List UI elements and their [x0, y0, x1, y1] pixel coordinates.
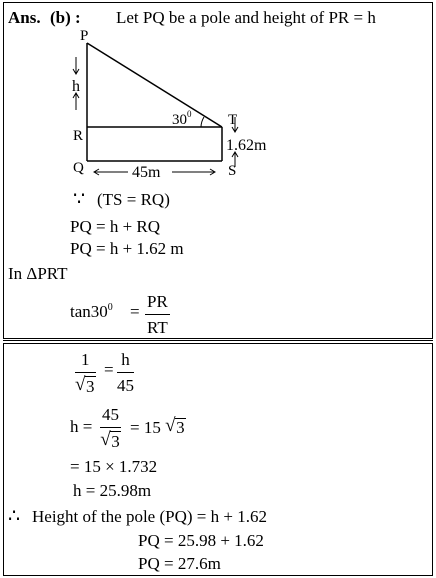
because-symbol: ∵: [73, 189, 86, 210]
fraction-numerator: PR: [145, 292, 170, 315]
angle-arc: [201, 117, 204, 127]
equals-sign: =: [104, 360, 114, 379]
fraction-one-over-root3: [75, 350, 96, 397]
pole-diagram: [0, 20, 436, 220]
h-rhs: = 15 √ 3: [130, 415, 185, 437]
h-lhs: h =: [70, 417, 93, 436]
fraction-h-over-45: [117, 350, 134, 396]
fraction-pr-rt: [145, 292, 170, 338]
fraction-denominator: RT: [147, 318, 168, 337]
label-r: R: [73, 128, 84, 144]
fraction-numerator: h: [117, 350, 134, 373]
ts-length-label: 1.62m: [226, 137, 267, 154]
fraction-numerator: 1: [75, 350, 96, 373]
pq-equation-2: PQ = h + 1.62 m: [70, 239, 184, 258]
angle-label: $30^0$: [172, 109, 192, 128]
in-triangle-prt: In ΔPRT: [8, 264, 68, 283]
label-p: P: [80, 28, 89, 44]
height-of-pole-line: Height of the pole (PQ) = h + 1.62: [32, 507, 267, 526]
therefore-symbol: ∴: [8, 506, 21, 527]
pq-final-answer: PQ = 27.6m: [138, 554, 221, 573]
problem-statement: Let PQ be a pole and height of PR = h: [116, 8, 376, 27]
fraction-numerator: 45: [100, 405, 121, 428]
sqrt-3: √ 3: [165, 415, 185, 437]
sqrt-3: √ 3: [100, 429, 120, 451]
label-h: h: [72, 78, 80, 95]
line-pt: [87, 43, 222, 127]
ans-label: Ans.: [8, 8, 41, 27]
fraction-45-over-root3: [100, 405, 121, 452]
label-q: Q: [73, 160, 84, 176]
h-result: h = 25.98m: [73, 481, 152, 500]
pq-equation-1: PQ = h + RQ: [70, 217, 161, 236]
option-label: (b) :: [50, 8, 81, 27]
sqrt-3: √ 3: [75, 374, 95, 396]
label-s: S: [228, 163, 237, 179]
label-t: T: [228, 112, 238, 128]
pq-sum-line: PQ = 25.98 + 1.62: [138, 531, 264, 550]
qs-length-label: 45m: [132, 164, 161, 181]
ts-equals-rq: (TS = RQ): [97, 190, 170, 209]
multiplication-step: = 15 × 1.732: [70, 457, 158, 476]
tan-equals: =: [130, 302, 140, 321]
fraction-denominator: 45: [117, 376, 134, 395]
tan-lhs: $\tan 30^0$: [70, 302, 113, 321]
divider-line: [3, 340, 433, 341]
